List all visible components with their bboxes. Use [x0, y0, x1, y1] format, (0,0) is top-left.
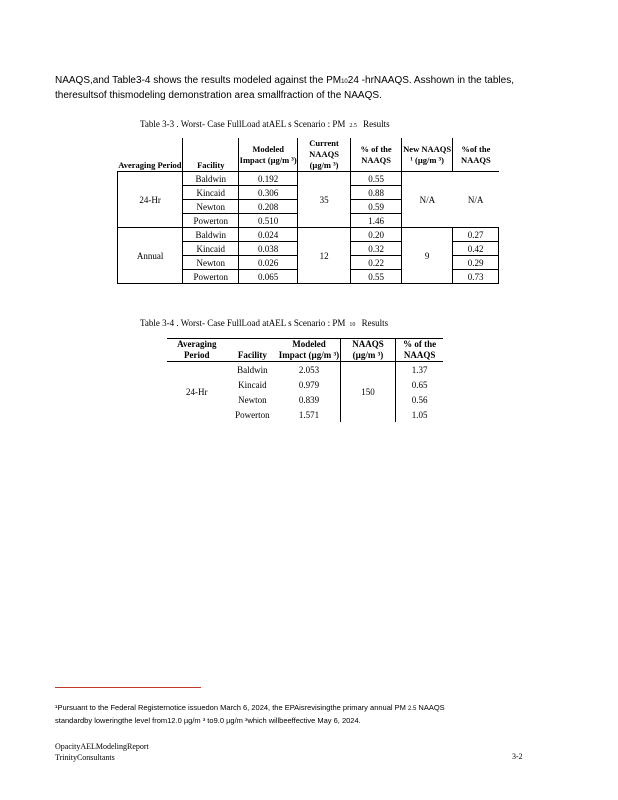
header-modeled-impact: Modeled Impact (µg/m ³) [239, 138, 298, 172]
header-averaging-period: Averaging Period [177, 339, 217, 360]
table-row [167, 362, 443, 378]
facility-cell: Kincaid [183, 186, 239, 200]
impact-cell: 2.053 [298, 364, 320, 375]
naaqs-cell: 150 [340, 362, 396, 423]
facility-cell: Kincaid [238, 379, 267, 390]
footnote-line-2: standardby loweringthe level from12.0 µg/m ³ to9.0 µg/m ³which willbeeffective May 6, 2024. [55, 716, 361, 725]
table-3-4-header-row [167, 339, 443, 362]
intro-line-1: NAAQS,and Table3-4 shows the results modeled against the PM1024 -hrNAAQS. Asshown in the tables, [55, 75, 514, 86]
table-3-4 [167, 338, 443, 422]
facility-cell: Newton [183, 256, 239, 270]
pct-cell: 1.37 [411, 364, 428, 375]
footnote [55, 702, 555, 726]
impact-cell: 0.065 [239, 270, 298, 284]
footer-report-title: OpacityAELModelingReport [55, 742, 149, 751]
pct-cell: 1.46 [368, 215, 384, 226]
pct-cell: 0.32 [351, 242, 402, 256]
facility-cell: Powerton [235, 409, 270, 420]
footnote-separator [55, 687, 201, 688]
impact-cell: 0.306 [239, 186, 298, 200]
facility-cell: Powerton [183, 270, 239, 284]
header-facility: Facility [237, 350, 267, 360]
footnote-line-1: ¹Pursuant to the Federal Registernotice issuedon March 6, 2024, the EPAisrevisingthe primary annual PM 2.5 NAAQS [55, 703, 445, 712]
pct-cell: 0.20 [351, 228, 402, 242]
intro-paragraph [55, 74, 547, 103]
new-naaqs-cell: N/A [402, 172, 453, 228]
facility-cell: Baldwin [183, 172, 239, 186]
page-number: 3-2 [512, 752, 523, 761]
pct-new-naaqs-cell: 0.73 [453, 270, 499, 284]
intro-line-2: theresultsof thismodeling demonstration area smallfraction of the NAAQS. [55, 90, 382, 101]
impact-cell: 0.192 [239, 172, 298, 186]
pct-new-naaqs-cell: 0.42 [453, 242, 499, 256]
facility-cell: Baldwin [237, 364, 268, 375]
header-averaging-period: Averaging Period [118, 138, 183, 172]
facility-cell: Baldwin [183, 228, 239, 242]
facility-cell: Newton [238, 394, 267, 405]
table-3-3-header-row [118, 138, 499, 172]
pct-new-naaqs-cell: N/A [467, 194, 484, 205]
pct-cell: 0.65 [411, 379, 428, 390]
impact-cell: 0.510 [258, 215, 279, 226]
header-facility: Facility [197, 160, 225, 170]
header-pct-naaqs: % of the NAAQS [351, 138, 402, 172]
header-current-naaqs: Current NAAQS (µg/m ³) [298, 138, 351, 172]
table-3-4-caption: Table 3-4 . Worst- Case FullLoad atAEL s Scenario : PM 10 Results [140, 318, 389, 328]
impact-cell: 1.571 [298, 409, 320, 420]
impact-cell: 0.038 [239, 242, 298, 256]
period-cell: Annual [118, 228, 183, 284]
footer-company: TrinityConsultants [55, 753, 115, 762]
current-naaqs-cell: 35 [298, 172, 351, 228]
header-naaqs: NAAQS (µg/m ³) [340, 339, 396, 362]
header-modeled-impact: Modeled Impact (µg/m ³) [278, 339, 340, 360]
current-naaqs-cell: 12 [298, 228, 351, 284]
pct-cell: 0.88 [351, 186, 402, 200]
header-pct-naaqs: % of the NAAQS [403, 339, 437, 360]
page-footer [55, 741, 149, 763]
period-cell: 24-Hr [186, 387, 208, 397]
pct-cell: 0.55 [351, 172, 402, 186]
table-row [118, 228, 499, 242]
impact-cell: 0.839 [298, 394, 320, 405]
pct-cell: 0.56 [411, 394, 428, 405]
facility-cell: Kincaid [183, 242, 239, 256]
table-3-3-caption: Table 3-3 . Worst- Case FullLoad atAEL s Scenario : PM 2.5 Results [140, 119, 390, 129]
facility-cell: Powerton [183, 214, 239, 228]
table-3-3 [117, 138, 499, 284]
impact-cell: 0.208 [239, 200, 298, 214]
pct-cell: 0.59 [351, 200, 402, 214]
impact-cell: 0.026 [239, 256, 298, 270]
period-cell: 24-Hr [118, 172, 183, 228]
header-new-naaqs: New NAAQS ¹ (µg/m ³) [402, 138, 453, 172]
impact-cell: 0.979 [298, 379, 320, 390]
facility-cell: Newton [183, 200, 239, 214]
new-naaqs-cell: 9 [402, 228, 453, 284]
pct-cell: 1.05 [411, 409, 428, 420]
pct-new-naaqs-cell: 0.27 [453, 228, 499, 242]
impact-cell: 0.024 [239, 228, 298, 242]
pct-cell: 0.55 [351, 270, 402, 284]
pct-new-naaqs-cell: 0.29 [453, 256, 499, 270]
header-pct-new-naaqs: %of the NAAQS [453, 138, 499, 172]
pct-cell: 0.22 [351, 256, 402, 270]
table-row [118, 172, 499, 186]
